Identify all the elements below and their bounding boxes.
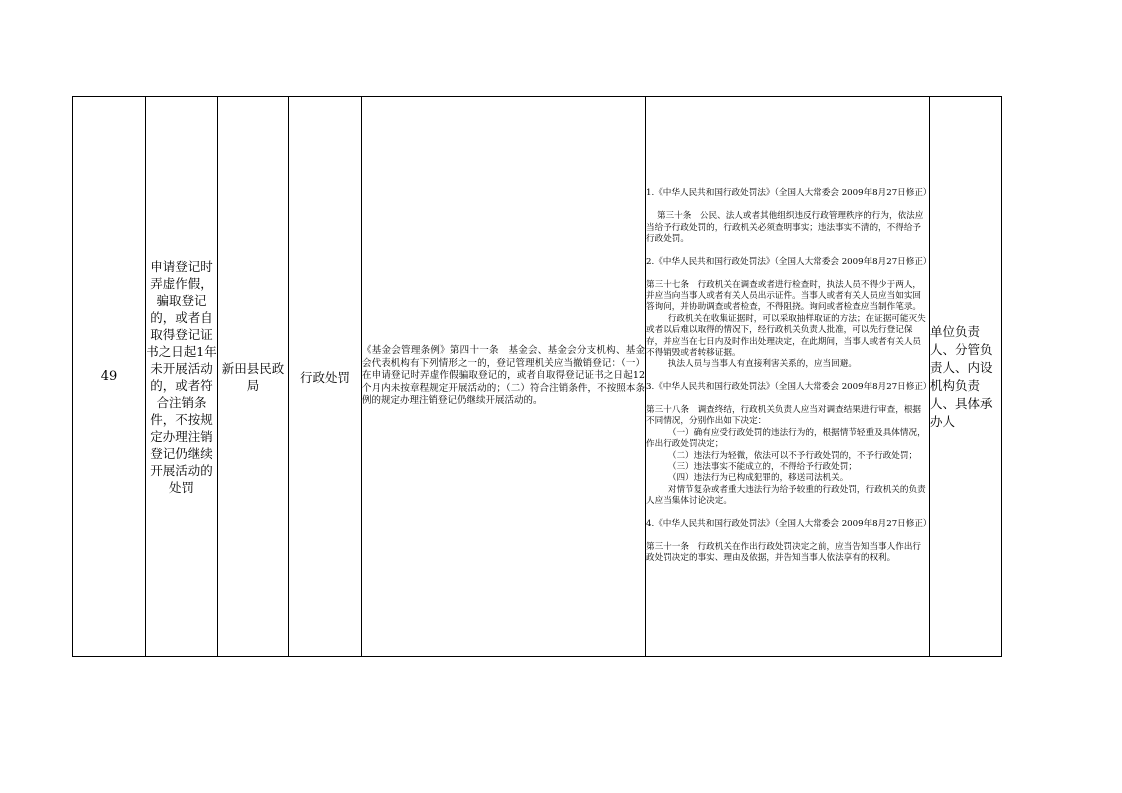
responsible-persons: 单位负责人、分管负责人、内设机构负责人、具体承办人 — [930, 97, 1002, 657]
law-paragraph: 执法人员与当事人有直接利害关系的，应当回避。 — [646, 359, 857, 370]
item-name: 申请登记时弄虚作假，骗取登记的，或者自取得登记证书之日起1年未开展活动的，或者符合注销条件，不按规定办理注销登记仍继续开展活动的处罚 — [146, 97, 218, 657]
table-row — [73, 97, 1002, 657]
department: 新田县民政局 — [218, 97, 289, 657]
power-list-table — [72, 96, 1002, 657]
law-paragraph: 第三十七条 行政机关在调查或者进行检查时，执法人员不得少于两人，并应当向当事人或者有关人员出示证件。当事人或者有关人员应当如实回答询问，并协助调查或者检查，不得阻挠。询问或者检查应当制作笔录。 — [646, 279, 922, 313]
law-paragraph: （一）确有应受行政处罚的违法行为的，根据情节轻重及具体情况，作出行政处罚决定； — [646, 427, 926, 450]
law-paragraph: 第三十条 公民、法人或者其他组织违反行政管理秩序的行为，依法应当给予行政处罚的，行政机关必须查明事实；违法事实不清的，不得给予行政处罚。 — [646, 211, 924, 244]
law-paragraph: 行政机关在收集证据时，可以采取抽样取证的方法；在证据可能灭失或者以后难以取得的情况下，经行政机关负责人批准，可以先行登记保存，并应当在七日内及时作出处理决定，在此期间，当事人或者有关人员不得销毁或者转移证据。 — [646, 313, 926, 358]
law-paragraph: 对情节复杂或者重大违法行为给予较重的行政处罚，行政机关的负责人应当集体讨论决定。 — [646, 484, 926, 507]
law-paragraph: 第三十八条 调查终结，行政机关负责人应当对调查结果进行审查，根据不同情况，分别作出如下决定： — [646, 404, 922, 427]
law-paragraph: （四）违法行为已构成犯罪的，移送司法机关。 — [646, 473, 849, 484]
law-paragraph: 4.《中华人民共和国行政处罚法》（全国人大常委会 2009年8月27日修正） — [646, 519, 932, 530]
power-type: 行政处罚 — [289, 97, 362, 657]
law-paragraph: 3.《中华人民共和国行政处罚法》（全国人大常委会 2009年8月27日修正） — [646, 382, 932, 393]
law-paragraph: 1.《中华人民共和国行政处罚法》（全国人大常委会 2009年8月27日修正） — [646, 188, 932, 199]
row-number: 49 — [73, 97, 146, 657]
law-paragraph: 第三十一条 行政机关在作出行政处罚决定之前，应当告知当事人作出行政处罚决定的事实、理由及依据，并告知当事人依法享有的权利。 — [646, 541, 922, 564]
procedure-law-cell — [646, 97, 930, 657]
law-paragraph: （三）违法事实不能成立的，不得给予行政处罚； — [646, 462, 857, 473]
legal-basis: 《基金会管理条例》第四十一条 基金会、基金会分支机构、基金会代表机构有下列情形之一的，登记管理机关应当撤销登记：（一）在申请登记时弄虚作假骗取登记的，或者自取得登记证书之日起12个月内未按章程规定开展活动的；（二）符合注销条件，不按照本条例的规定办理注销登记仍继续开展活动的。 — [362, 97, 646, 657]
law-paragraph: 2.《中华人民共和国行政处罚法》（全国人大常委会 2009年8月27日修正） — [646, 256, 932, 267]
law-paragraph: （二）违法行为轻微，依法可以不予行政处罚的，不予行政处罚； — [646, 450, 918, 461]
